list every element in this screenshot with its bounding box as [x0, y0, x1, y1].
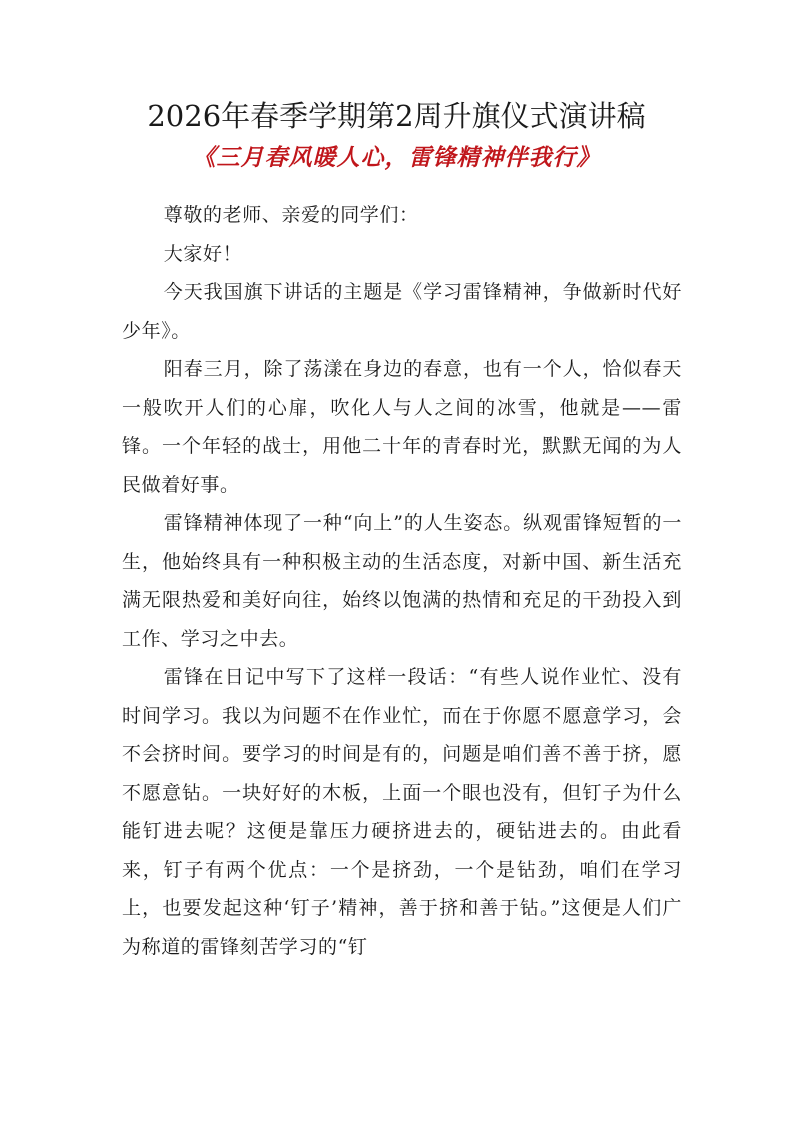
salutation-paragraph: 大家好！ — [163, 242, 243, 265]
diary-paragraph: 雷锋在日记中写下了这样一段话：“有些人说作业忙、没有时间学习。我以为问题不在作业忙，而在于你愿不愿意学习，会不会挤时间。要学习的时间是有的，问题是咱们善不善于挤，愿不愿意钻。一块好好的木板，上面一个眼也没有，但钉子为什么能钉进去呢？这便是靠压力硬挤进去的，硬钻进去的。由此看来，钉子有两个优点：一个是挤劲，一个是钻劲，咱们在学习上，也要发起这种‘钉子’精神，善于挤和善于钻。”这便是人们广为称道的雷锋刻苦学习的“钉 — [122, 666, 682, 958]
topic-paragraph: 今天我国旗下讲话的主题是《学习雷锋精神，争做新时代好少年》。 — [122, 281, 682, 342]
spirit-paragraph: 雷锋精神体现了一种“向上”的人生姿态。纵观雷锋短暂的一生，他始终具有一种积极主动的生活态度，对新中国、新生活充满无限热爱和美好向往，始终以饱满的热情和充足的干劲投入到工作、学习之中去。 — [122, 512, 682, 650]
document-title: 2026年春季学期第2周升旗仪式演讲稿 — [147, 99, 646, 133]
document-subtitle: 《三月春风暖人心，雷锋精神伴我行》 — [192, 144, 601, 171]
greeting-paragraph: 尊敬的老师、亲爱的同学们： — [163, 204, 419, 226]
document-body — [122, 196, 682, 966]
spring-paragraph: 阳春三月，除了荡漾在身边的春意，也有一个人，恰似春天一般吹开人们的心扉，吹化人与人之间的冰雪，他就是——雷锋。一个年轻的战士，用他二十年的青春时光，默默无闻的为人民做着好事。 — [122, 358, 682, 496]
